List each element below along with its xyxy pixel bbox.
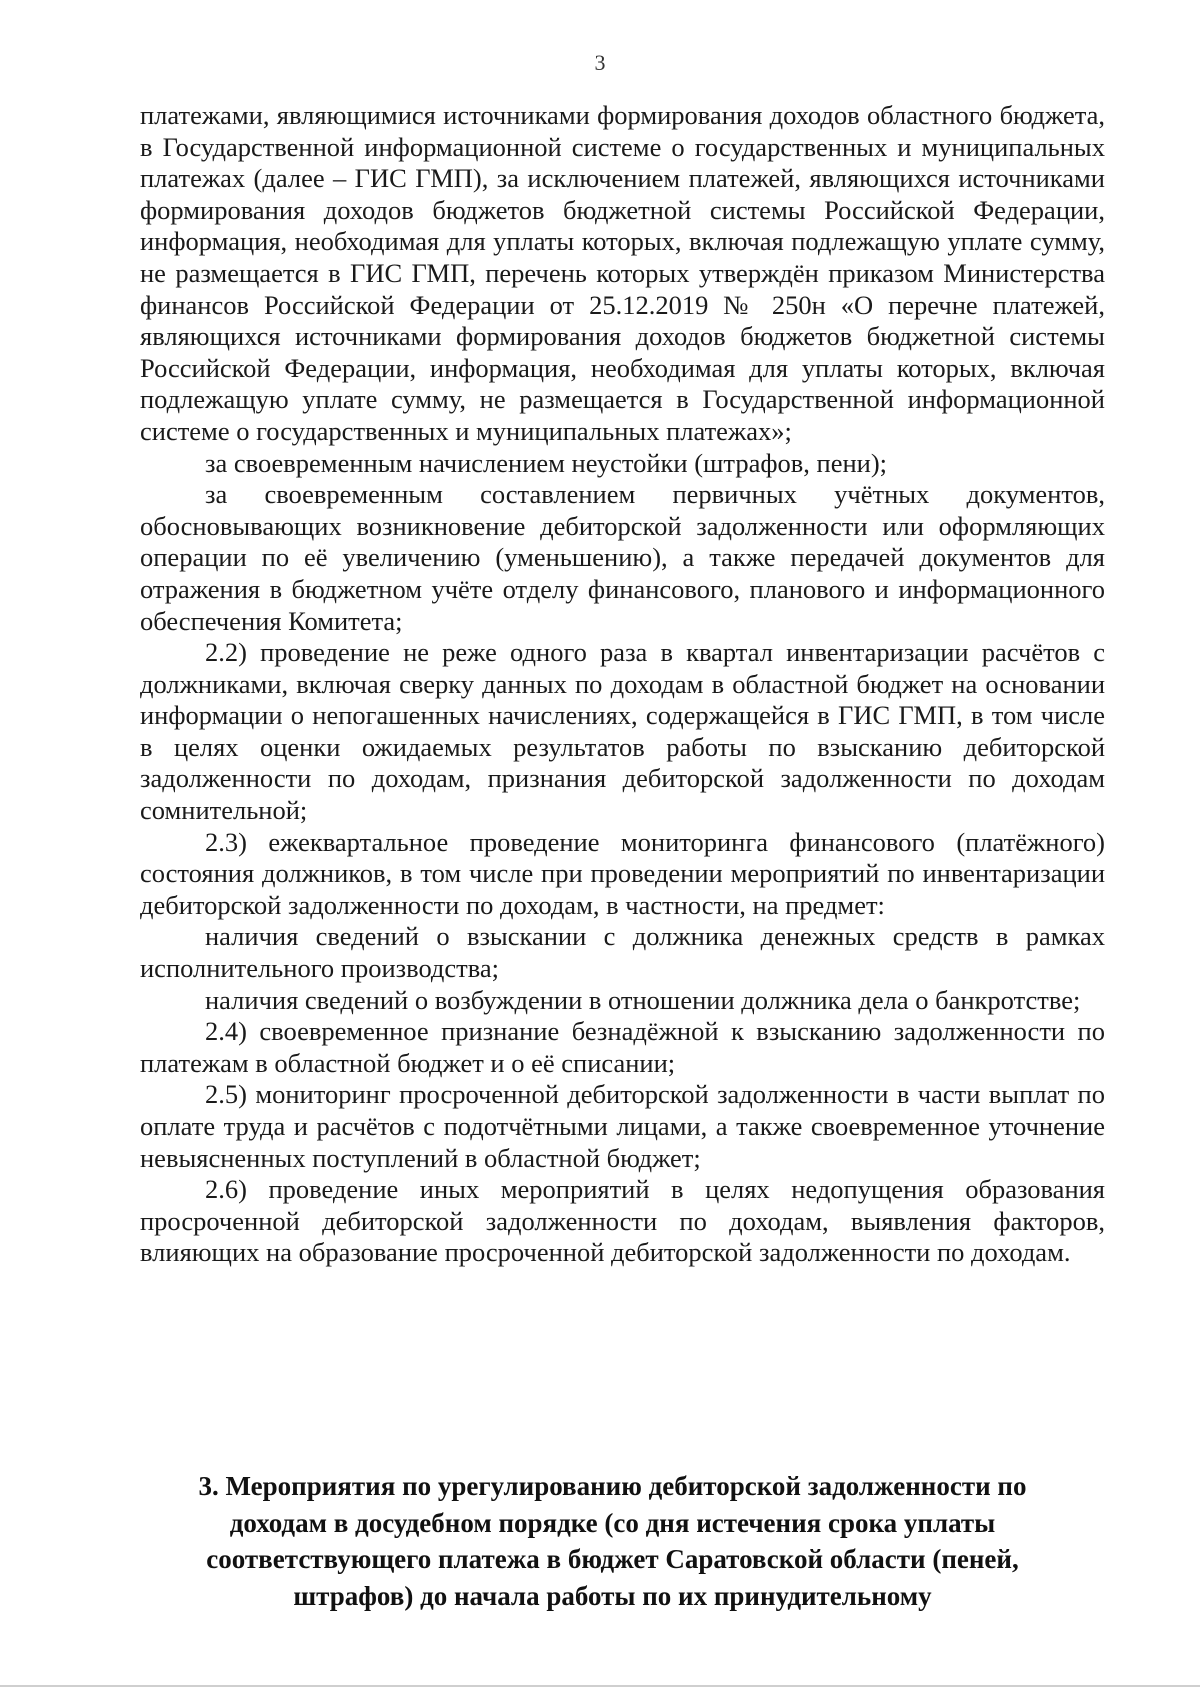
page-number: 3 (594, 50, 606, 75)
paragraph-item-2-2: 2.2) проведение не реже одного раза в квартал инвентаризации расчётов с должниками, включая сверку данных по доходам в областной бюджет на основании информации о непогашенных начислениях, содержащейся в ГИС ГМП, в том числе в целях оценки ожидаемых результатов работы по взысканию дебиторской задолженности по доходам, признания дебиторской задолженности по доходам сомнительной; (140, 637, 1105, 826)
paragraph-item-2-4: 2.4) своевременное признание безнадёжной к взысканию задолженности по платежам в областной бюджет и о её списании; (140, 1016, 1105, 1078)
paragraph-penalty-accrual: за своевременным начислением неустойки (штрафов, пени); (205, 447, 888, 478)
section-heading: 3. Мероприятия по урегулированию дебиторской задолженности по доходам в досудебном порядке (со дня истечения срока уплаты соответствующего платежа в бюджет Саратовской области (пеней, штрафов) до начала работы по их принудительному (198, 1471, 1027, 1611)
body-text (140, 100, 1105, 1269)
paragraph-item-2-3: 2.3) ежеквартальное проведение мониторинга финансового (платёжного) состояния должников, в том числе при проведении мероприятий по инвентаризации дебиторской задолженности по доходам, в частности, на предмет: (140, 826, 1105, 920)
scan-edge-line (0, 1685, 1200, 1687)
paragraph-primary-documents: за своевременным составлением первичных учётных документов, обосновывающих возникновение дебиторской задолженности или оформляющих операции по её увеличению (уменьшению), а также передачей документов для отражения в бюджетном учёте отделу финансового, планового и информационного обеспечения Комитета; (140, 479, 1105, 636)
paragraph-item-2-6: 2.6) проведение иных мероприятий в целях недопущения образования просроченной дебиторской задолженности по доходам, выявления факторов, влияющих на образование просроченной дебиторской задолженности по доходам. (140, 1174, 1105, 1268)
paragraph-item-2-5: 2.5) мониторинг просроченной дебиторской задолженности в части выплат по оплате труда и расчётов с подотчётными лицами, а также своевременное уточнение невыясненных поступлений в областной бюджет; (140, 1079, 1105, 1173)
paragraph-enforcement-info: наличия сведений о взыскании с должника денежных средств в рамках исполнительного производства; (140, 921, 1105, 984)
paragraph-bankruptcy-info: наличия сведений о возбуждении в отношении должника дела о банкротстве; (205, 984, 1081, 1015)
paragraph-continuation: платежами, являющимися источниками формирования доходов областного бюджета, в Государственной информационной системе о государственных и муниципальных платежах (далее – ГИС ГМП), за исключением платежей, являющихся источниками формирования доходов бюджетов бюджетной системы Российской Федерации, информация, необходимая для уплаты которых, включая подлежащую уплате сумму, не размещается в ГИС ГМП, перечень которых утверждён приказом Министерства финансов Российской Федерации от 25.12.2019 № 250н «О перечне платежей, являющихся источниками формирования доходов бюджетов бюджетной системы Российской Федерации, информация, необходимая для уплаты которых, включая подлежащую уплате сумму, не размещается в Государственной информационной системе о государственных и муниципальных платежах»; (140, 100, 1105, 446)
